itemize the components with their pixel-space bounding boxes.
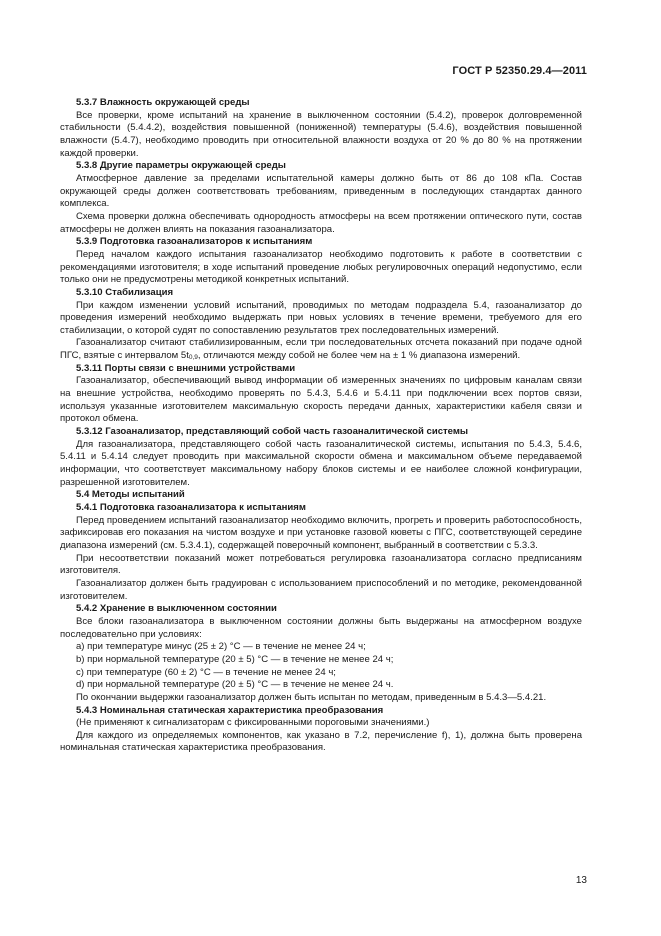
- list-item: b) при нормальной температуре (20 ± 5) °C — в течение не менее 24 ч;: [76, 653, 394, 665]
- paragraph: (Не применяют к сигнализаторам с фиксированными пороговыми значениями.): [76, 717, 430, 729]
- paragraph: Для газоанализатора, представляющего собой часть газоаналитической системы, испытания по 5.4.3, 5.4.6, 5.4.11 и 5.4.14 следует проводить при максимальной скорости обмена и максимальном объеме передаваемой информации, что соответствует максимальному набору блоков системы и ее наиболее сложной конфигурации, разрешенной изготовителем.: [60, 438, 582, 488]
- paragraph-text: , отличаются между собой не более чем на ± 1 % диапазона измерений.: [197, 350, 521, 362]
- heading-5-3-12: 5.3.12 Газоанализатор, представляющий собой часть газоаналитической системы: [76, 426, 469, 438]
- paragraph: Газоанализатор, обеспечивающий вывод информации об измеренных значениях по цифровым каналам связи на внешние устройства, необходимо проверять по 5.4.3, 5.4.6 и 5.4.11 при подключении всех портов связи, используя указанные изготовителем максимальную скорость передачи данных, характеристики кабеля связи и протокол обмена.: [60, 375, 582, 425]
- paragraph: Атмосферное давление за пределами испытательной камеры должно быть от 86 до 108 кПа. Состав окружающей среды должен соответствовать требованиям, приведенным в последующих стандартах данного комплекса.: [60, 172, 582, 210]
- heading-5-3-7: 5.3.7 Влажность окружающей среды: [76, 97, 250, 108]
- page-number: 13: [575, 875, 587, 886]
- list-item: a) при температуре минус (25 ± 2) °C — в течение не менее 24 ч;: [76, 641, 366, 653]
- list-item: c) при температуре (60 ± 2) °C — в течение не менее 24 ч;: [76, 666, 336, 678]
- paragraph: Схема проверки должна обеспечивать однородность атмосферы на всем протяжении оптического пути, состав атмосферы не должен влиять на показания газоанализатора.: [60, 210, 582, 235]
- paragraph: При каждом изменении условий испытаний, проводимых по методам подраздела 5.4, газоанализатор до проведения измерений необходимо выдержать при новых условиях в течение времени, требуемого для его стабилизации, о которой судят по сопоставлению результатов трех последовательных измерений.: [60, 299, 582, 336]
- paragraph: По окончании выдержки газоанализатор должен быть испытан по методам, приведенным в 5.4.3—5.4.21.: [76, 691, 547, 703]
- heading-5-4-1: 5.4.1 Подготовка газоанализатора к испытаниям: [76, 502, 306, 513]
- heading-5-4-3: 5.4.3 Номинальная статическая характеристика преобразования: [76, 704, 384, 716]
- document-id: ГОСТ Р 52350.29.4—2011: [452, 65, 587, 77]
- paragraph: Газоанализатор должен быть градуирован с использованием приспособлений и по методике, рекомендованной изготовителем.: [60, 577, 582, 602]
- list-item: d) при нормальной температуре (20 ± 5) °C — в течение не менее 24 ч.: [76, 679, 394, 691]
- heading-5-4-2: 5.4.2 Хранение в выключенном состоянии: [76, 603, 277, 615]
- paragraph: Все проверки, кроме испытаний на хранение в выключенном состоянии (5.4.2), проверок долговременной стабильности (5.4.4.2), воздействия повышенной (пониженной) температуры (5.4.6), воздействия повышенной влажности (5.4.7), необходимо проводить при относительной влажности воздуха от 20 % до 80 % на протяжении каждой проверки.: [60, 109, 582, 159]
- heading-5-3-9: 5.3.9 Подготовка газоанализаторов к испытаниям: [76, 236, 313, 248]
- paragraph: Все блоки газоанализатора в выключенном состоянии должны быть выдержаны на атмосферном воздухе последовательно при условиях:: [60, 615, 582, 640]
- heading-5-3-8: 5.3.8 Другие параметры окружающей среды: [76, 160, 286, 172]
- paragraph: Перед началом каждого испытания газоанализатор необходимо подготовить к работе в соответствии с рекомендациями изготовителя; в ходе испытаний проведение любых регулировочных операций недопустимо, если только они не предусмотрены методикой конкретных испытаний.: [60, 248, 582, 286]
- paragraph-text: Газоанализатор считают стабилизированным, если три последовательных отсчета показаний при подаче одной ПГС, взятые с интервалом 5t: [60, 337, 582, 362]
- heading-5-3-11: 5.3.11 Порты связи с внешними устройствами: [76, 362, 296, 374]
- page-body: [60, 97, 582, 755]
- paragraph: [60, 337, 582, 362]
- paragraph: При несоответствии показаний может потребоваться регулировка газоанализатора согласно предписаниям изготовителя.: [60, 552, 582, 577]
- subscript: 0,9: [188, 354, 198, 362]
- heading-5-4: 5.4 Методы испытаний: [76, 489, 185, 501]
- paragraph: Для каждого из определяемых компонентов, как указано в 7.2, перечисление f), 1), должна быть проверена номинальная статическая характеристика преобразования.: [60, 729, 582, 754]
- paragraph: Перед проведением испытаний газоанализатор необходимо включить, прогреть и проверить работоспособность, зафиксировав его показания на чистом воздухе и при установке газовой кюветы с ПГС, соответствующей середине диапазона измерений (см. 5.3.4.1), содержащей поверочный компонент, выбранный в соответствии с 5.3.3.: [60, 514, 582, 551]
- heading-5-3-10: 5.3.10 Стабилизация: [76, 286, 174, 298]
